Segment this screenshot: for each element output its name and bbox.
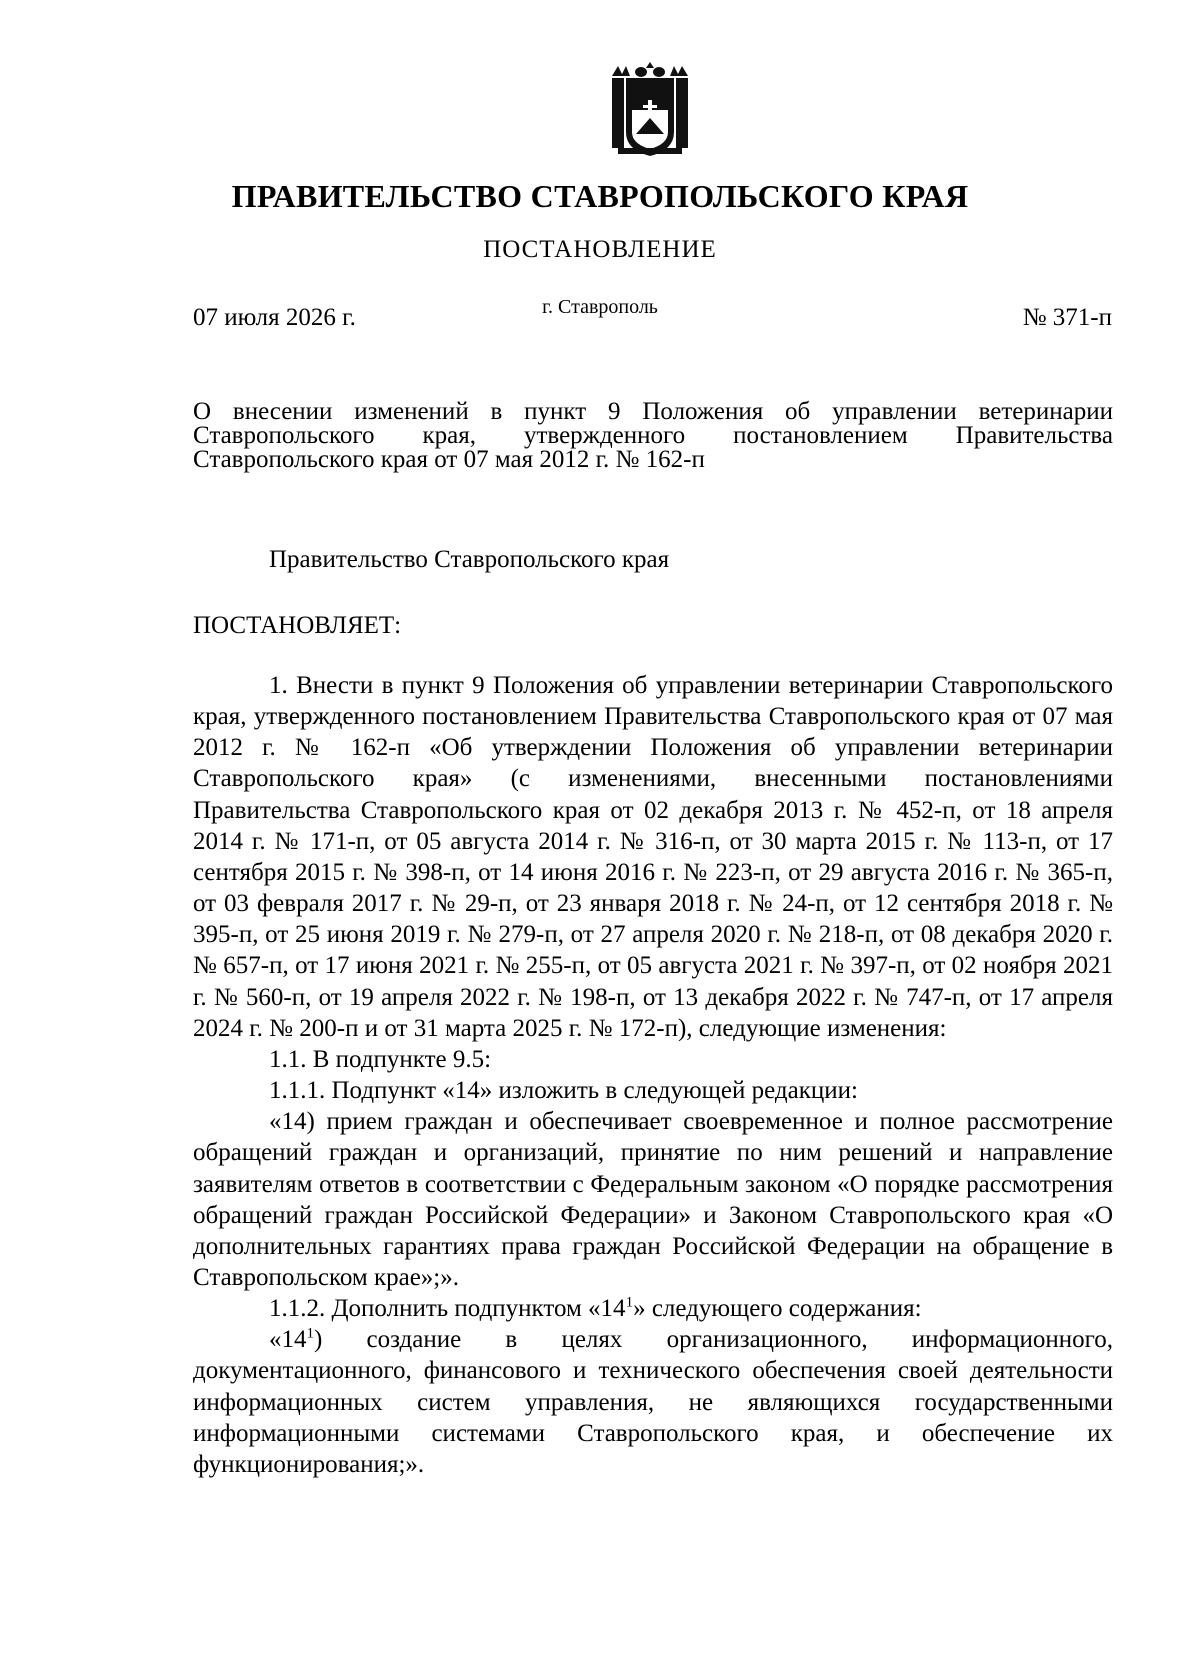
paragraph-item-14-1-prefix: «14 <box>269 1326 307 1354</box>
stavropol-coat-of-arms-icon <box>610 60 690 160</box>
superscript: 1 <box>306 1325 314 1342</box>
paragraph-1-1: 1.1. В подпункте 9.5: <box>269 1045 492 1073</box>
paragraph-item-14: «14) прием граждан и обеспечивает своевременное и полное рассмотрение обращений граждан и организаций, принятие по ним решений и направление заявителям ответов в соответствии с Федеральным законом «О порядке рассмотрения обращений граждан Российской Федерации» и Законом Ставропольского края «О дополнительных гарантиях права граждан Российской Федерации на обращение в Ставропольском крае»;». <box>193 1108 1113 1291</box>
paragraph-1-1-2-text: 1.1.2. Дополнить подпунктом «14 <box>269 1295 626 1323</box>
decree-body <box>193 670 1113 1480</box>
superscript: 1 <box>625 1294 634 1311</box>
paragraph-item-14-1-text: ) создание в целях организационного, информационного, документационного, финансового и технического обеспечения своей деятельности информационных систем управления, не являющихся государственными информационными системами Ставропольского края, и обеспечение их функционирования;». <box>193 1326 1113 1478</box>
document-type: ПОСТАНОВЛЕНИЕ <box>483 236 717 263</box>
document-number: № 371-п <box>1022 304 1112 331</box>
paragraph-1-1-1: 1.1.1. Подпункт «14» изложить в следующей редакции: <box>269 1077 858 1105</box>
paragraph-1: 1. Внести в пункт 9 Положения об управлении ветеринарии Ставропольского края, утвержденного постановлением Правительства Ставропольского края от 07 мая 2012 г. № 162-п «Об утверждении Положения об управлении ветеринарии Ставропольского края» (с изменениями, внесенными постановлениями Правительства Ставропольского края от 02 декабря 2013 г. № 452-п, от 18 апреля 2014 г. № 171-п, от 05 августа 2014 г. № 316-п, от 30 марта 2015 г. № 113-п, от 17 сентября 2015 г. № 398-п, от 14 июня 2016 г. № 223-п, от 29 августа 2016 г. № 365-п, от 03 февраля 2017 г. № 29-п, от 23 января 2018 г. № 24-п, от 12 сентября 2018 г. № 395-п, от 25 июня 2019 г. № 279-п, от 27 апреля 2020 г. № 218-п, от 08 декабря 2020 г. № 657-п, от 17 июня 2021 г. № 255-п, от 05 августа 2021 г. № 397-п, от 02 ноября 2021 г. № 560-п, от 19 апреля 2022 г. № 198-п, от 13 декабря 2022 г. № 747-п, от 17 апреля 2024 г. № 200-п и от 31 марта 2025 г. № 172-п), следующие изменения: <box>193 672 1113 1042</box>
document-city: г. Ставрополь <box>542 296 658 318</box>
document-date: 07 июля 2026 г. <box>193 304 356 331</box>
paragraph-item-14-1 <box>193 1324 1113 1480</box>
document-subject: О внесении изменений в пункт 9 Положения об управлении ветеринарии Ставропольского края, утвержденного постановлением Правительства Ставропольского края от 07 мая 2012 г. № 162-п <box>193 398 1113 473</box>
intro-line: Правительство Ставропольского края <box>269 546 670 573</box>
decree-heading: ПОСТАНОВЛЯЕТ: <box>193 612 402 639</box>
paragraph-1-1-2-tail: » следующего содержания: <box>633 1295 922 1323</box>
paragraph-1-1-2 <box>193 1293 1113 1324</box>
government-title: ПРАВИТЕЛЬСТВО СТАВРОПОЛЬСКОГО КРАЯ <box>231 178 969 214</box>
